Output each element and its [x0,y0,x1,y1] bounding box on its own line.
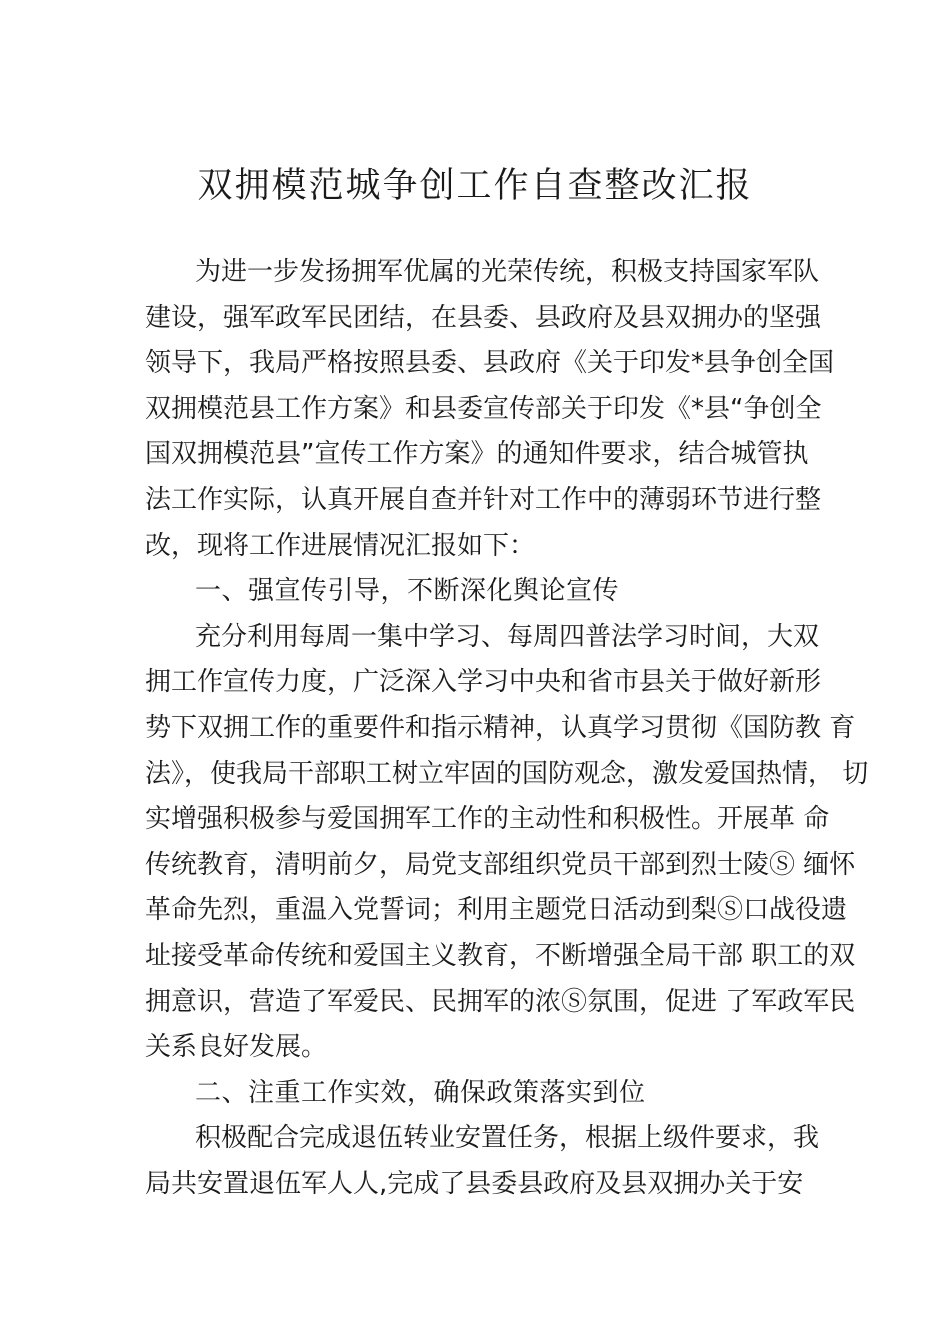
section-heading: 一、强宣传引导，不断深化舆论宣传 [195,576,620,607]
paragraph-line: 传统教育，清明前夕，局党支部组织党员干部到烈士陵Ⓢ 缅怀 [145,849,856,880]
paragraph-line: 实增强积极参与爱国拥军工作的主动性和积极性。开展革 命 [145,804,830,835]
paragraph-line: 革命先烈，重温入党誓词；利用主题党日活动到梨Ⓢ口战役遗 [145,895,848,926]
paragraph-line: 局共安置退伍军人人,完成了县委县政府及县双拥办关于安 [145,1168,804,1199]
paragraph-line: 关系良好发展。 [145,1032,328,1063]
paragraph-line: 领导下，我局严格按照县委、县政府《关于印发*县争创全国 [145,348,835,379]
paragraph-line: 为进一步发扬拥军优属的光荣传统，积极支持国家军队 [195,257,820,287]
paragraph-line: 积极配合完成退伍转业安置任务，根据上级件要求，我 [195,1123,820,1154]
paragraph-line: 址接受革命传统和爱国主义教育，不断增强全局干部 职工的双 [145,940,856,971]
document-body [145,250,869,1207]
paragraph-line: 充分利用每周一集中学习、每周四普法学习时间，大双 [195,621,820,652]
paragraph-line: 双拥模范县工作方案》和县委宣传部关于印发《*县“争创全 [145,393,822,424]
paragraph-line: 国双拥模范县”宣传工作方案》的通知件要求，结合城管执 [145,439,809,470]
paragraph-line: 法》，使我局干部职工树立牢固的国防观念，激发爱国热情， 切 [145,758,869,789]
document-title: 双拥模范城争创工作自查整改汇报 [197,166,753,206]
paragraph-line: 势下双拥工作的重要件和指示精神，认真学习贯彻《国防教 育 [145,712,856,743]
paragraph-line: 拥工作宣传力度，广泛深入学习中央和省市县关于做好新形 [145,667,822,698]
paragraph-line: 法工作实际，认真开展自查并针对工作中的薄弱环节进行整 [145,484,822,515]
paragraph-line: 拥意识，营造了军爱民、民拥军的浓Ⓢ氛围，促进 了军政军民 [145,986,856,1017]
paragraph-line: 改，现将工作进展情况汇报如下： [145,530,536,561]
section-heading: 二、注重工作实效，确保政策落实到位 [195,1077,646,1108]
paragraph-line: 建设，强军政军民团结，在县委、县政府及县双拥办的坚强 [145,302,822,333]
